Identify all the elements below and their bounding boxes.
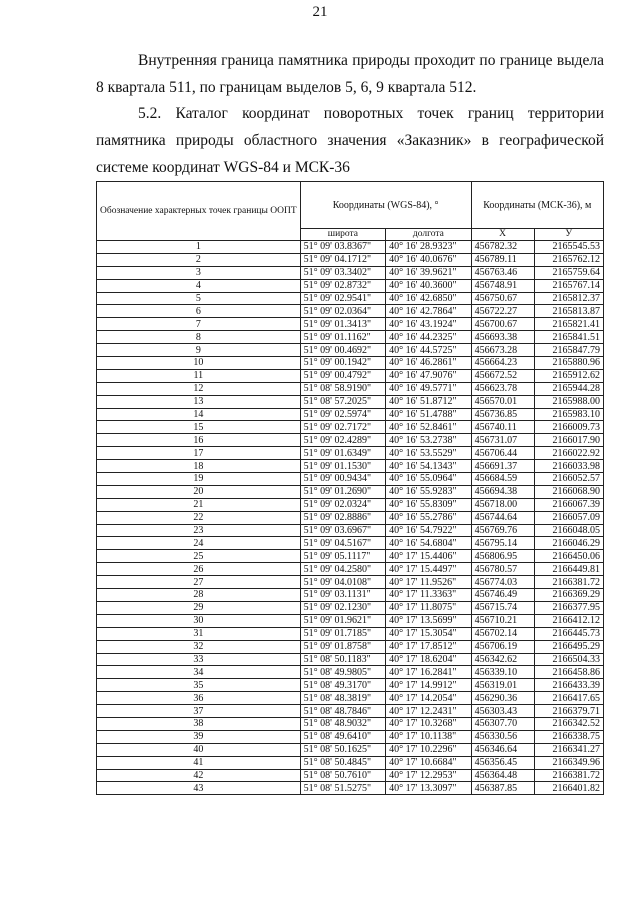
cell-longitude: 40° 17' 10.3268" (386, 717, 471, 730)
cell-longitude: 40° 16' 54.6804" (386, 537, 471, 550)
cell-latitude: 51° 08' 51.5275" (300, 782, 385, 795)
table-row (97, 395, 604, 408)
header-latitude: широта (300, 229, 385, 241)
table-row (97, 782, 604, 795)
cell-x: 456303.43 (471, 705, 534, 718)
cell-point-number: 31 (97, 627, 301, 640)
cell-point-number: 19 (97, 473, 301, 486)
cell-latitude: 51° 09' 03.6967" (300, 524, 385, 537)
cell-latitude: 51° 08' 49.6410" (300, 730, 385, 743)
cell-longitude: 40° 16' 42.7864" (386, 305, 471, 318)
cell-longitude: 40° 17' 10.6684" (386, 756, 471, 769)
table-row (97, 473, 604, 486)
cell-point-number: 27 (97, 576, 301, 589)
cell-y: 2165944.28 (534, 382, 603, 395)
cell-longitude: 40° 17' 10.1138" (386, 730, 471, 743)
table-row (97, 717, 604, 730)
cell-latitude: 51° 09' 01.1530" (300, 460, 385, 473)
header-y: У (534, 229, 603, 241)
cell-y: 2166381.72 (534, 769, 603, 782)
cell-longitude: 40° 17' 16.2841" (386, 666, 471, 679)
cell-longitude: 40° 17' 11.3363" (386, 589, 471, 602)
cell-longitude: 40° 17' 12.2431" (386, 705, 471, 718)
table-row (97, 640, 604, 653)
cell-longitude: 40° 16' 40.3600" (386, 279, 471, 292)
cell-latitude: 51° 09' 04.0108" (300, 576, 385, 589)
cell-latitude: 51° 09' 02.0324" (300, 498, 385, 511)
cell-y: 2166449.81 (534, 563, 603, 576)
cell-point-number: 17 (97, 447, 301, 460)
cell-longitude: 40° 16' 53.2738" (386, 434, 471, 447)
cell-y: 2166342.52 (534, 717, 603, 730)
cell-longitude: 40° 17' 11.8075" (386, 601, 471, 614)
cell-point-number: 18 (97, 460, 301, 473)
cell-x: 456750.67 (471, 292, 534, 305)
table-row (97, 653, 604, 666)
cell-x: 456570.01 (471, 395, 534, 408)
cell-x: 456673.28 (471, 344, 534, 357)
table-row (97, 279, 604, 292)
cell-x: 456710.21 (471, 614, 534, 627)
cell-x: 456795.14 (471, 537, 534, 550)
cell-point-number: 8 (97, 331, 301, 344)
cell-x: 456672.52 (471, 369, 534, 382)
cell-longitude: 40° 16' 55.2786" (386, 511, 471, 524)
table-row (97, 266, 604, 279)
cell-x: 456706.44 (471, 447, 534, 460)
table-row (97, 292, 604, 305)
cell-y: 2166412.12 (534, 614, 603, 627)
cell-point-number: 4 (97, 279, 301, 292)
cell-y: 2165767.14 (534, 279, 603, 292)
cell-latitude: 51° 08' 48.3819" (300, 692, 385, 705)
cell-point-number: 35 (97, 679, 301, 692)
cell-latitude: 51° 08' 50.1625" (300, 743, 385, 756)
table-row (97, 434, 604, 447)
cell-point-number: 34 (97, 666, 301, 679)
cell-longitude: 40° 17' 11.9526" (386, 576, 471, 589)
table-row (97, 705, 604, 718)
cell-point-number: 25 (97, 550, 301, 563)
cell-latitude: 51° 09' 02.8732" (300, 279, 385, 292)
header-x: X (471, 229, 534, 241)
cell-y: 2166022.92 (534, 447, 603, 460)
cell-latitude: 51° 08' 57.2025" (300, 395, 385, 408)
cell-latitude: 51° 08' 48.9032" (300, 717, 385, 730)
table-row (97, 305, 604, 318)
cell-latitude: 51° 09' 00.4692" (300, 344, 385, 357)
cell-point-number: 3 (97, 266, 301, 279)
cell-point-number: 5 (97, 292, 301, 305)
cell-latitude: 51° 08' 49.3170" (300, 679, 385, 692)
cell-latitude: 51° 09' 03.3402" (300, 266, 385, 279)
cell-longitude: 40° 16' 55.9283" (386, 485, 471, 498)
cell-y: 2166504.33 (534, 653, 603, 666)
table-row (97, 485, 604, 498)
cell-x: 456789.11 (471, 253, 534, 266)
cell-longitude: 40° 16' 54.1343" (386, 460, 471, 473)
cell-y: 2166349.96 (534, 756, 603, 769)
cell-latitude: 51° 09' 02.7172" (300, 421, 385, 434)
cell-longitude: 40° 16' 54.7922" (386, 524, 471, 537)
cell-longitude: 40° 16' 46.2861" (386, 357, 471, 370)
cell-longitude: 40° 16' 49.5771" (386, 382, 471, 395)
cell-longitude: 40° 17' 13.5699" (386, 614, 471, 627)
cell-y: 2165812.37 (534, 292, 603, 305)
table-row (97, 331, 604, 344)
cell-point-number: 42 (97, 769, 301, 782)
cell-longitude: 40° 16' 51.8712" (386, 395, 471, 408)
cell-point-number: 10 (97, 357, 301, 370)
page-number: 21 (312, 4, 328, 20)
cell-x: 456722.27 (471, 305, 534, 318)
cell-latitude: 51° 09' 04.2580" (300, 563, 385, 576)
cell-longitude: 40° 16' 40.0676" (386, 253, 471, 266)
cell-latitude: 51° 09' 05.1117" (300, 550, 385, 563)
cell-x: 456736.85 (471, 408, 534, 421)
cell-y: 2166052.57 (534, 473, 603, 486)
table-row (97, 627, 604, 640)
cell-x: 456746.49 (471, 589, 534, 602)
cell-y: 2165847.79 (534, 344, 603, 357)
table-body (97, 241, 604, 795)
cell-longitude: 40° 16' 42.6850" (386, 292, 471, 305)
cell-y: 2166445.73 (534, 627, 603, 640)
cell-x: 456319.01 (471, 679, 534, 692)
cell-point-number: 30 (97, 614, 301, 627)
cell-x: 456684.59 (471, 473, 534, 486)
cell-x: 456715.74 (471, 601, 534, 614)
cell-y: 2166033.98 (534, 460, 603, 473)
table-row (97, 576, 604, 589)
cell-latitude: 51° 09' 01.2690" (300, 485, 385, 498)
cell-point-number: 11 (97, 369, 301, 382)
cell-latitude: 51° 09' 04.1712" (300, 253, 385, 266)
cell-longitude: 40° 16' 53.5529" (386, 447, 471, 460)
cell-latitude: 51° 09' 02.4289" (300, 434, 385, 447)
cell-y: 2166068.90 (534, 485, 603, 498)
cell-x: 456693.38 (471, 331, 534, 344)
table-row (97, 730, 604, 743)
cell-y: 2165912.62 (534, 369, 603, 382)
cell-point-number: 32 (97, 640, 301, 653)
table-row (97, 357, 604, 370)
cell-latitude: 51° 09' 01.8758" (300, 640, 385, 653)
cell-y: 2165813.87 (534, 305, 603, 318)
cell-x: 456364.48 (471, 769, 534, 782)
paragraph-inner-boundary: Внутренняя граница памятника природы проходит по границе выдела 8 квартала 511, по границам выделов 5, 6, 9 квартала 512. (96, 52, 604, 96)
cell-x: 456763.46 (471, 266, 534, 279)
cell-x: 456694.38 (471, 485, 534, 498)
cell-point-number: 38 (97, 717, 301, 730)
cell-latitude: 51° 09' 02.9541" (300, 292, 385, 305)
cell-x: 456623.78 (471, 382, 534, 395)
table-row (97, 537, 604, 550)
cell-y: 2165841.51 (534, 331, 603, 344)
cell-x: 456691.37 (471, 460, 534, 473)
cell-latitude: 51° 09' 02.0364" (300, 305, 385, 318)
header-wgs84: Координаты (WGS-84), ° (300, 182, 471, 229)
cell-longitude: 40° 17' 17.8512" (386, 640, 471, 653)
cell-longitude: 40° 16' 51.4788" (386, 408, 471, 421)
cell-x: 456782.32 (471, 241, 534, 254)
cell-x: 456702.14 (471, 627, 534, 640)
cell-point-number: 7 (97, 318, 301, 331)
cell-latitude: 51° 09' 04.5167" (300, 537, 385, 550)
cell-x: 456356.45 (471, 756, 534, 769)
cell-longitude: 40° 17' 12.2953" (386, 769, 471, 782)
cell-x: 456346.64 (471, 743, 534, 756)
cell-longitude: 40° 17' 18.6204" (386, 653, 471, 666)
cell-longitude: 40° 17' 14.2054" (386, 692, 471, 705)
cell-y: 2166009.73 (534, 421, 603, 434)
cell-longitude: 40° 17' 15.3054" (386, 627, 471, 640)
cell-latitude: 51° 08' 49.9805" (300, 666, 385, 679)
cell-point-number: 36 (97, 692, 301, 705)
cell-y: 2165983.10 (534, 408, 603, 421)
cell-point-number: 39 (97, 730, 301, 743)
table-row (97, 756, 604, 769)
cell-longitude: 40° 17' 15.4406" (386, 550, 471, 563)
cell-point-number: 23 (97, 524, 301, 537)
cell-x: 456664.23 (471, 357, 534, 370)
table-row (97, 318, 604, 331)
cell-longitude: 40° 16' 55.0964" (386, 473, 471, 486)
cell-x: 456744.64 (471, 511, 534, 524)
table-row (97, 769, 604, 782)
cell-x: 456387.85 (471, 782, 534, 795)
cell-longitude: 40° 17' 13.3097" (386, 782, 471, 795)
cell-point-number: 29 (97, 601, 301, 614)
cell-latitude: 51° 09' 01.7185" (300, 627, 385, 640)
cell-point-number: 1 (97, 241, 301, 254)
cell-x: 456780.57 (471, 563, 534, 576)
cell-point-number: 13 (97, 395, 301, 408)
cell-y: 2166381.72 (534, 576, 603, 589)
cell-latitude: 51° 09' 01.9621" (300, 614, 385, 627)
table-row (97, 743, 604, 756)
cell-longitude: 40° 16' 44.5725" (386, 344, 471, 357)
cell-point-number: 37 (97, 705, 301, 718)
header-msk36: Координаты (МСК-36), м (471, 182, 603, 229)
cell-point-number: 2 (97, 253, 301, 266)
paragraph-catalog-title: 5.2. Каталог координат поворотных точек границ территории памятника природы областного значения «Заказник» в географической системе координат WGS-84 и МСК-36 (96, 105, 604, 176)
cell-latitude: 51° 09' 02.1230" (300, 601, 385, 614)
cell-longitude: 40° 17' 15.4497" (386, 563, 471, 576)
cell-latitude: 51° 08' 58.9190" (300, 382, 385, 395)
cell-latitude: 51° 09' 01.3413" (300, 318, 385, 331)
table-row (97, 601, 604, 614)
cell-longitude: 40° 16' 44.2325" (386, 331, 471, 344)
cell-x: 456806.95 (471, 550, 534, 563)
table-row (97, 253, 604, 266)
cell-latitude: 51° 08' 50.7610" (300, 769, 385, 782)
table-row (97, 421, 604, 434)
cell-x: 456290.36 (471, 692, 534, 705)
cell-x: 456748.91 (471, 279, 534, 292)
cell-point-number: 43 (97, 782, 301, 795)
cell-point-number: 21 (97, 498, 301, 511)
cell-point-number: 41 (97, 756, 301, 769)
cell-y: 2166057.09 (534, 511, 603, 524)
cell-longitude: 40° 16' 39.9621" (386, 266, 471, 279)
cell-point-number: 22 (97, 511, 301, 524)
cell-point-number: 28 (97, 589, 301, 602)
cell-y: 2165762.12 (534, 253, 603, 266)
cell-point-number: 14 (97, 408, 301, 421)
cell-point-number: 12 (97, 382, 301, 395)
cell-y: 2166341.27 (534, 743, 603, 756)
cell-x: 456769.76 (471, 524, 534, 537)
cell-longitude: 40° 16' 28.9323" (386, 241, 471, 254)
cell-y: 2166450.06 (534, 550, 603, 563)
cell-point-number: 20 (97, 485, 301, 498)
cell-x: 456342.62 (471, 653, 534, 666)
cell-y: 2166377.95 (534, 601, 603, 614)
cell-y: 2166046.29 (534, 537, 603, 550)
cell-x: 456731.07 (471, 434, 534, 447)
cell-point-number: 33 (97, 653, 301, 666)
cell-point-number: 16 (97, 434, 301, 447)
table-row (97, 369, 604, 382)
cell-y: 2166017.90 (534, 434, 603, 447)
table-header-row (97, 182, 604, 229)
cell-y: 2166401.82 (534, 782, 603, 795)
cell-y: 2166458.86 (534, 666, 603, 679)
cell-x: 456774.03 (471, 576, 534, 589)
table-row (97, 550, 604, 563)
cell-point-number: 40 (97, 743, 301, 756)
table-row (97, 666, 604, 679)
header-longitude: долгота (386, 229, 471, 241)
table-row (97, 241, 604, 254)
cell-y: 2165545.53 (534, 241, 603, 254)
table-row (97, 589, 604, 602)
table-row (97, 344, 604, 357)
cell-longitude: 40° 16' 52.8461" (386, 421, 471, 434)
cell-latitude: 51° 09' 01.6349" (300, 447, 385, 460)
cell-latitude: 51° 09' 02.8886" (300, 511, 385, 524)
cell-y: 2166379.71 (534, 705, 603, 718)
cell-y: 2166433.39 (534, 679, 603, 692)
cell-longitude: 40° 16' 43.1924" (386, 318, 471, 331)
cell-y: 2165988.00 (534, 395, 603, 408)
cell-latitude: 51° 09' 03.1131" (300, 589, 385, 602)
table-row (97, 447, 604, 460)
table-row (97, 563, 604, 576)
table-row (97, 408, 604, 421)
cell-x: 456740.11 (471, 421, 534, 434)
table-row (97, 524, 604, 537)
cell-y: 2165821.41 (534, 318, 603, 331)
table-row (97, 614, 604, 627)
cell-point-number: 9 (97, 344, 301, 357)
cell-latitude: 51° 09' 03.8367" (300, 241, 385, 254)
cell-longitude: 40° 16' 55.8309" (386, 498, 471, 511)
header-point-label: Обозначение характерных точек границы ООПТ (97, 182, 301, 241)
coordinates-table (96, 181, 604, 795)
cell-latitude: 51° 09' 01.1162" (300, 331, 385, 344)
cell-point-number: 26 (97, 563, 301, 576)
cell-latitude: 51° 08' 50.4845" (300, 756, 385, 769)
cell-x: 456706.19 (471, 640, 534, 653)
cell-x: 456339.10 (471, 666, 534, 679)
cell-latitude: 51° 09' 00.1942" (300, 357, 385, 370)
table-row (97, 679, 604, 692)
cell-y: 2165759.64 (534, 266, 603, 279)
cell-latitude: 51° 09' 00.4792" (300, 369, 385, 382)
cell-x: 456330.56 (471, 730, 534, 743)
cell-x: 456718.00 (471, 498, 534, 511)
cell-point-number: 15 (97, 421, 301, 434)
table-row (97, 692, 604, 705)
cell-y: 2166369.29 (534, 589, 603, 602)
cell-latitude: 51° 09' 02.5974" (300, 408, 385, 421)
cell-y: 2166048.05 (534, 524, 603, 537)
cell-x: 456700.67 (471, 318, 534, 331)
table-row (97, 511, 604, 524)
cell-y: 2166417.65 (534, 692, 603, 705)
cell-longitude: 40° 17' 14.9912" (386, 679, 471, 692)
cell-y: 2166067.39 (534, 498, 603, 511)
cell-y: 2166338.75 (534, 730, 603, 743)
cell-longitude: 40° 17' 10.2296" (386, 743, 471, 756)
cell-point-number: 24 (97, 537, 301, 550)
cell-y: 2166495.29 (534, 640, 603, 653)
cell-latitude: 51° 09' 00.9434" (300, 473, 385, 486)
cell-point-number: 6 (97, 305, 301, 318)
table-row (97, 460, 604, 473)
table-row (97, 382, 604, 395)
cell-longitude: 40° 16' 47.9076" (386, 369, 471, 382)
cell-x: 456307.70 (471, 717, 534, 730)
cell-y: 2165880.96 (534, 357, 603, 370)
cell-latitude: 51° 08' 48.7846" (300, 705, 385, 718)
cell-latitude: 51° 08' 50.1183" (300, 653, 385, 666)
table-row (97, 498, 604, 511)
